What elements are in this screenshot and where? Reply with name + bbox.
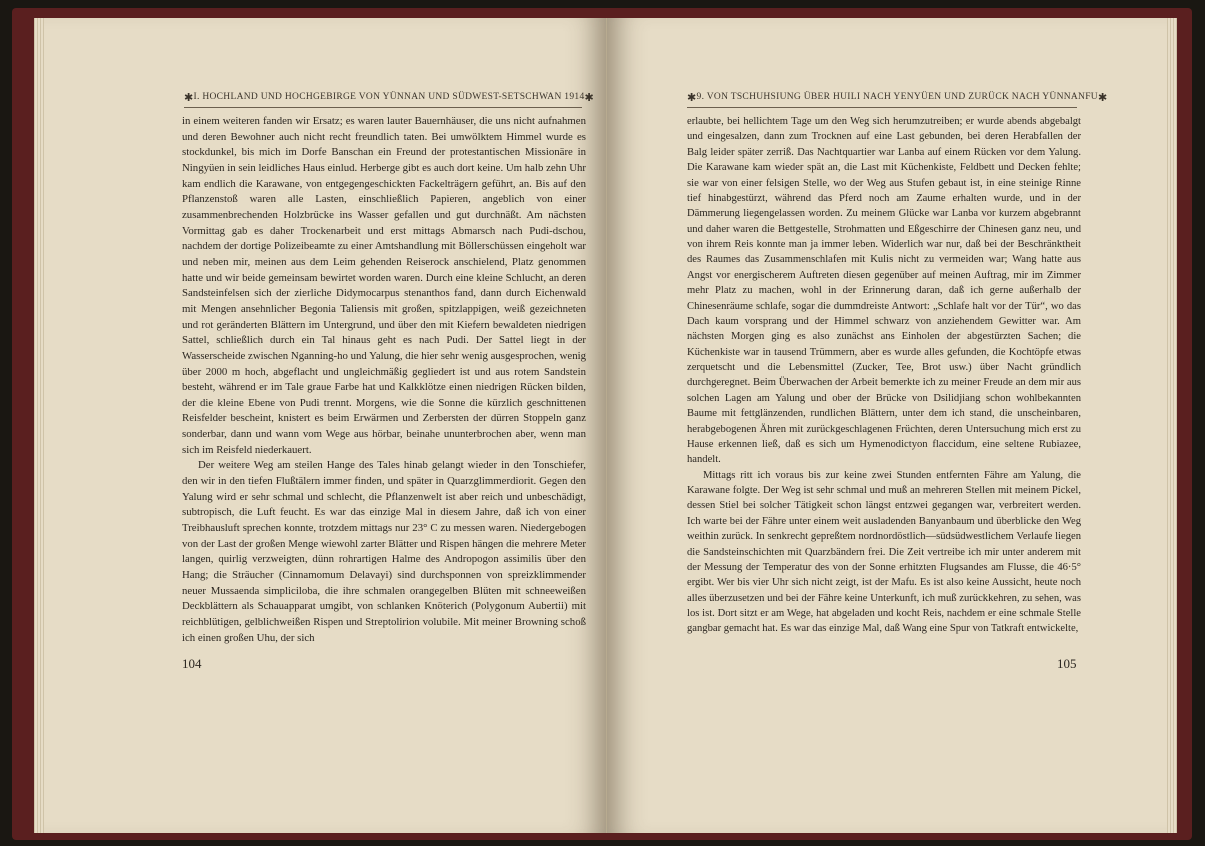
running-header: [687, 86, 1108, 108]
header-title: 9. VON TSCHUHSIUNG ÜBER HUILI NACH YENYÜEN UND ZURÜCK NACH YÜNNANFU: [696, 92, 1098, 102]
star-ornament-icon: ✱: [584, 91, 595, 104]
page-number: 104: [182, 656, 202, 671]
star-ornament-icon: ✱: [1097, 91, 1108, 104]
header-title: I. HOCHLAND UND HOCHGEBIRGE VON YÜNNAN UND SÜDWEST-SETSCHWAN 1914: [193, 92, 585, 102]
right-page: [607, 18, 1177, 833]
body-text: [687, 114, 1081, 637]
left-page: [34, 18, 607, 833]
paragraph: in einem weiteren fanden wir Ersatz; es waren lauter Bauernhäuser, die uns nicht aufnahmen und deren Bewohner auch nicht recht freundlich taten. Bei umwölktem Himmel wurde es stockdunkel, bis mich im Dorfe Banschan ein Freund der protestantischen Missionäre in Ningyüen in sein leidliches Haus einlud. Herberge gibt es auch dort keine. Um halb zehn Uhr kam endlich die Karawane, von entgegengeschickten Fackelträgern geführt, an. Bis auf den Pflanzenstoß waren alle Lasten, einschließlich Papieren, angeblich von einer zusammenbrechenden Holzbrücke ins Wasser gefallen und gut durchnäßt. Am nächsten Vormittag gab es daher Trockenarbeit und erst mittags Abmarsch nach Pudi-dschou, nachdem der dortige Polizeibeamte zu einer Amtshandlung mit Böllerschüssen eingeholt war und neben mir, meinen aus dem Leim gehenden Reiserock anschielend, Platz genommen hatte und wir beide gemeinsam bewirtet worden waren. Durch eine kleine Schlucht, an deren Sandsteinfelsen sich der zierliche Didymocarpus stenanthos fand, dann durch Eichenwald mit Mengen ansehnlicher Begonia Taliensis mit großen, spitzlappigen, weiß gezeichneten und rot geränderten Blättern im Untergrund, und über den mit Kiefern bewaldeten niedrigen Sattel, schließlich durch ein Tal hinaus geht es nach Pudi. Der Sattel liegt in der Wasserscheide zwischen Nganning-ho und Yalung, die hier sehr wenig ausgesprochen, wenig über 2000 m hoch, abgeflacht und ungleichmäßig gegliedert ist und aus rotem Sandstein besteht, während er im Tale graue Farbe hat und Kalkklötze einen niedrigen Rücken bilden, der die kleine Ebene von Pudi trennt. Morgens, wie die Sonne die kürzlich geschnittenen Reisfelder bescheint, knistert es beim Erwärmen und Zerbersten der dürren Stoppeln ganz sonderbar, dann und wann vom Wege aus hörbar, beinahe ununterbrochen aber, wenn man sich im Reisfeld niederkauert.: [182, 115, 586, 456]
star-ornament-icon: ✱: [687, 91, 697, 104]
header-rule: [184, 107, 582, 108]
body-text: [182, 114, 586, 646]
header-rule: [687, 107, 1077, 108]
paragraph: Der weitere Weg am steilen Hange des Tales hinab gelangt wieder in den Tonschiefer, den wir in den tiefen Flußtälern immer finden, und später in Quarzglimmerdiorit. Gegen den Yalung wird er sehr schmal und schlecht, die Pflanzenwelt ist aber reich und unbeschädigt, subtropisch, die Luft feucht. Es war das einzige Mal in diesem Jahre, daß ich von einer Treibhausluft sprechen konnte, trotzdem mittags nur 23° C zu messen waren. Niedergebogen von der Last der großen Menge wiewohl zarter Blätter und Rispen hängen die mehrere Meter langen, quirlig verzweigten, dünn rohrartigen Halme des Andropogon assimilis über den Hang; die Sträucher (Cinnamomum Delavayi) sind durchsponnen von spreizklimmender neuer Mussaenda simpliciloba, die ihre schmalen orangegelben Blüten mit schneeweißen Deckblättern als Schauapparat umgibt, von schlanken Knöterich (Polygonum Aubertii) mit reichblütigen, gelblichweißen Rispen und Streptolirion volubile. Mit meiner Browning schoß ich einen großen Uhu, der sich: [182, 459, 586, 644]
paragraph: erlaubte, bei hellichtem Tage um den Weg sich herumzutreiben; er wurde abends abgebalgt und eingesalzen, dann zum Trocknen auf eine Last gebunden, bei deren Herabfallen der Balg leider später zerriß. Das Nachtquartier war Lanba auf einem Rücken vor dem Yalung. Die Karawane kam wieder spät an, die Last mit Küchenkiste, Feldbett und Decken fehlte; sie war von einer felsigen Stelle, wo der Weg aus Stufen gebaut ist, in eine steinige Rinne tief hinabgestürzt, während das Pferd noch am Zaume erhalten wurde, und in der Dämmerung liegengelassen worden. Zu meinem Glücke war Lanba vor kurzem abgebrannt und daher waren die Bettgestelle, Strohmatten und Eßgeschirre der Chinesen ganz neu, und von ihrem Reis konnte man ja immer leben. Widerlich war nur, daß bei der Beschränktheit des Raumes das Zusammenschlafen mit Kulis nicht zu vermeiden war; Wang hatte aus Angst vor energischerem Auftreten diesen gegenüber auf meinen Auftrag, mir im Zimmer mehr Platz zu machen, wohl in der Erinnerung daran, daß ich gerne außerhalb der Chinesenräume schlafe, sogar die dummdreiste Antwort: „Schlafe halt vor der Tür“, wo das Dach kaum vorsprang und der Himmel schwarz von anziehendem Gewitter war. Am nächsten Morgen ging es also zunächst ans Einholen der abgestürzten Sachen; die Küchenkiste war in tausend Trümmern, aber es wurde alles gefunden, die Kochtöpfe etwas zerquetscht und die Lebensmittel (Zucker, Tee, Brot usw.) über Nacht gründlich durchgeregnet. Beim Überwachen der Arbeit bemerkte ich zu meiner Freude an dem mir aus solchen Lagen am Yalung und ober der Brücke von Dsilidjiang schon wohlbekannten Baume mit fettglänzenden, rundlichen Blättern, unter dem ich stand, die unscheinbaren, herabgebogenen Ähren mit zurückgeschlagenen Früchten, deren Untersuchung mich erst zu Hause erkennen ließ, daß es sich um Hymenodictyon flaccidum, eine seltene Rubiazee, handelt.: [687, 116, 1081, 466]
running-header: [184, 86, 595, 108]
page-edge: [34, 18, 44, 833]
page-number: 105: [1057, 656, 1077, 671]
star-ornament-icon: ✱: [184, 91, 194, 104]
page-edge: [1167, 18, 1177, 833]
open-book: [12, 8, 1192, 840]
paragraph: Mittags ritt ich voraus bis zur keine zwei Stunden entfernten Fähre am Yalung, die Karawane folgte. Der Weg ist sehr schmal und muß an mehreren Stellen mit meinem Pickel, dessen Stiel bei solcher Tätigkeit schon längst entzwei gegangen war, verbreitert werden. Ich warte bei der Fähre unter einem weit ausladenden Banyanbaum und überblicke den Weg weithin zurück. In senkrecht gepreßtem nordnordöstlich—südsüdwestlichem Verlaufe liegen die Sandsteinschichten mit Quarzbändern frei. Die Zeit vertreibe ich mir unter anderem mit der Messung der Temperatur des von der Sonne erhitzten Flugsandes am Flusse, die 46·5° ergibt. Wer bis vier Uhr sich nicht zeigt, ist der Mafu. Es ist also keine Aussicht, heute noch alles überzusetzen und bei der Fähre keine Unterkunft, ich muß zurückkehren, zu sehen, was los ist. Dort sitzt er am Wege, hat abgeladen und kocht Reis, nachdem er eine schmale Stelle gangbar gemacht hat. Es war das einzige Mal, daß Wang eine Spur von Tatkraft entwickelte,: [687, 469, 1081, 635]
